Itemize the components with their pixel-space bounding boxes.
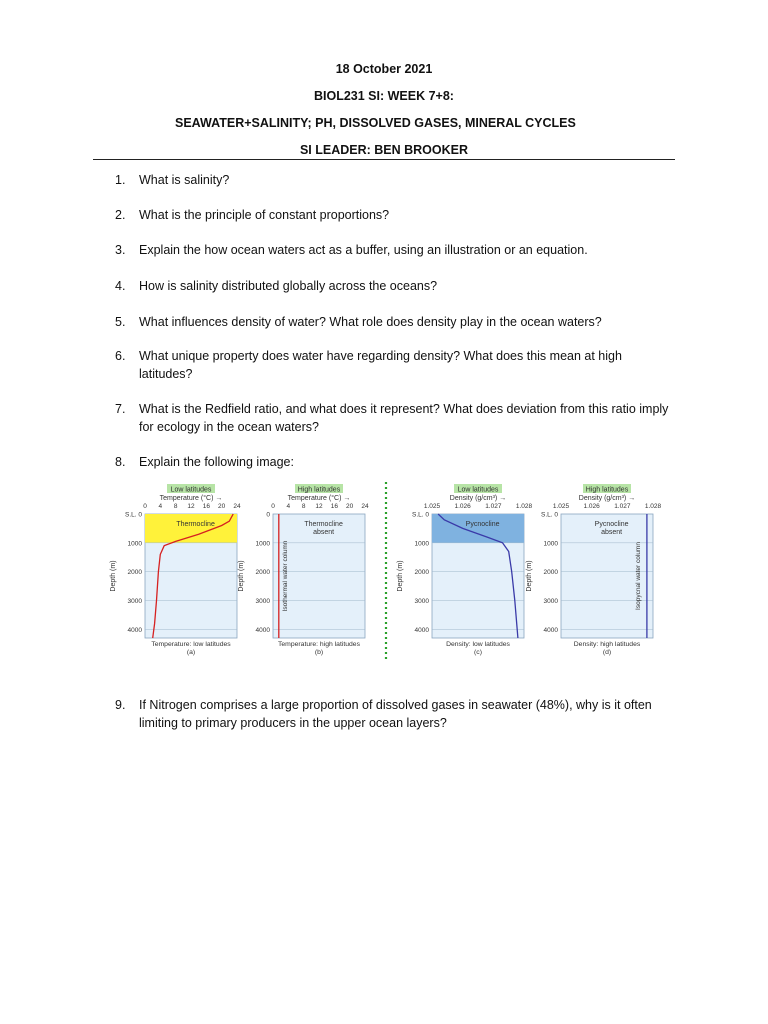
y-axis-label: Depth (m) xyxy=(526,560,533,592)
y-tick-label: 4000 xyxy=(255,626,270,634)
x-tick-label: 12 xyxy=(315,503,323,510)
y-tick-label: 4000 xyxy=(543,626,558,634)
course-title: BIOL231 SI: WEEK 7+8: xyxy=(314,89,454,103)
y-tick-label: 4000 xyxy=(414,626,429,634)
question-text: What influences density of water? What role does density play in the ocean waters? xyxy=(139,315,602,329)
y-tick-label: 2000 xyxy=(255,569,270,577)
question-4 xyxy=(115,277,675,295)
y-tick-label: 1000 xyxy=(255,540,270,548)
question-number: 4. xyxy=(115,279,126,293)
y-tick-label: 3000 xyxy=(255,598,270,606)
y-tick-label: 3000 xyxy=(414,598,429,606)
y-tick-label: 3000 xyxy=(543,598,558,606)
x-tick-label: 8 xyxy=(301,503,306,510)
panel-letter: (d) xyxy=(602,649,612,656)
layer-label: absent xyxy=(601,529,623,536)
document-date: 18 October 2021 xyxy=(335,62,433,76)
panel-caption: Density: high latitudes xyxy=(573,641,641,648)
y-tick-label: 1000 xyxy=(414,540,429,548)
question-text: If Nitrogen comprises a large proportion of dissolved gases in seawater (48%), why is it often limiting to primary producers in the upper ocean layers? xyxy=(139,698,652,730)
y-axis-label: Depth (m) xyxy=(110,560,117,592)
question-2 xyxy=(115,206,675,224)
x-tick-label: 1.028 xyxy=(515,503,533,510)
latitude-tag-label: High latitudes xyxy=(585,486,629,494)
x-tick-label: 1.026 xyxy=(583,503,600,510)
question-text: Explain the following image: xyxy=(139,455,294,469)
x-tick-label: 4 xyxy=(286,503,291,510)
header-divider xyxy=(93,159,675,160)
x-axis-label: Density (g/cm³) → xyxy=(578,495,636,502)
panel-caption: Temperature: high latitudes xyxy=(278,641,360,648)
layer-label: Thermocline xyxy=(304,521,343,528)
y-tick-label: 2000 xyxy=(543,569,558,577)
question-number: 3. xyxy=(115,243,126,257)
x-tick-label: 1.027 xyxy=(614,503,631,510)
x-tick-label: 1.025 xyxy=(423,503,441,510)
x-tick-label: 1.026 xyxy=(454,503,471,510)
question-text: What is the Redfield ratio, and what does it represent? What does deviation from this ratio imply for ecology in the ocean waters? xyxy=(139,402,669,434)
x-tick-label: 8 xyxy=(173,503,178,510)
y-axis-label: Depth (m) xyxy=(397,560,404,592)
y-axis-label: Depth (m) xyxy=(238,560,245,592)
panel-letter: (a) xyxy=(186,649,196,656)
x-tick-label: 12 xyxy=(187,503,195,510)
question-number: 7. xyxy=(115,402,126,416)
question-7 xyxy=(115,400,675,436)
question-text: How is salinity distributed globally across the oceans? xyxy=(139,279,438,293)
y-tick-label: 3000 xyxy=(127,598,142,606)
x-axis-label: Temperature (°C) → xyxy=(287,495,351,502)
latitude-tag-label: Low latitudes xyxy=(457,486,499,494)
x-tick-label: 0 xyxy=(271,503,275,510)
question-1 xyxy=(115,171,675,189)
y-tick-label: 2000 xyxy=(414,569,429,577)
x-tick-label: 0 xyxy=(143,503,147,510)
layer-band xyxy=(432,514,524,543)
x-tick-label: 24 xyxy=(361,503,369,510)
question-5 xyxy=(115,313,675,331)
x-tick-label: 1.025 xyxy=(552,503,570,510)
y-tick-label: 1000 xyxy=(543,540,558,548)
y-tick-label: 1000 xyxy=(127,540,142,548)
question-text: What is salinity? xyxy=(139,173,230,187)
x-tick-label: 1.028 xyxy=(644,503,662,510)
layer-band xyxy=(145,514,237,543)
question-number: 8. xyxy=(115,455,126,469)
x-tick-label: 16 xyxy=(202,503,210,510)
panel-caption: Density: low latitudes xyxy=(446,641,510,648)
panel-letter: (c) xyxy=(474,649,482,656)
question-number: 5. xyxy=(115,315,126,329)
x-axis-label: Temperature (°C) → xyxy=(159,495,223,502)
x-tick-label: 4 xyxy=(158,503,163,510)
y-tick-label: S.L. 0 xyxy=(412,511,429,519)
question-text: Explain the how ocean waters act as a buffer, using an illustration or an equation. xyxy=(139,243,588,257)
layer-label: Thermocline xyxy=(176,521,215,528)
panel-letter: (b) xyxy=(314,649,324,656)
question-text: What unique property does water have regarding density? What does this mean at high latitudes? xyxy=(139,349,622,381)
latitude-tag-label: Low latitudes xyxy=(170,486,212,494)
layer-label: Pycnocline xyxy=(594,521,629,528)
panel-caption: Temperature: low latitudes xyxy=(151,641,231,648)
question-number: 9. xyxy=(115,698,126,712)
x-tick-label: 20 xyxy=(346,503,354,510)
layer-label: absent xyxy=(313,529,335,536)
ocean-profiles-figure xyxy=(100,478,670,662)
question-8 xyxy=(115,453,675,471)
si-leader: SI LEADER: BEN BROOKER xyxy=(299,143,469,157)
y-tick-label: S.L. 0 xyxy=(125,511,142,519)
question-number: 6. xyxy=(115,349,126,363)
question-number: 1. xyxy=(115,173,126,187)
x-tick-label: 1.027 xyxy=(485,503,502,510)
question-9 xyxy=(115,696,680,732)
y-tick-label: 0 xyxy=(266,511,270,519)
question-number: 2. xyxy=(115,208,126,222)
layer-label: Pycnocline xyxy=(465,521,500,528)
x-tick-label: 24 xyxy=(233,503,241,510)
x-tick-label: 16 xyxy=(330,503,338,510)
question-text: What is the principle of constant proportions? xyxy=(139,208,390,222)
water-column-label: Isopycnal water column xyxy=(634,542,642,610)
topics-title: SEAWATER+SALINITY; PH, DISSOLVED GASES, MINERAL CYCLES xyxy=(175,116,576,130)
y-tick-label: 2000 xyxy=(127,569,142,577)
x-tick-label: 20 xyxy=(218,503,226,510)
y-tick-label: 4000 xyxy=(127,626,142,634)
question-3 xyxy=(115,241,675,259)
y-tick-label: S.L. 0 xyxy=(541,511,558,519)
water-column-label: Isothermal water column xyxy=(281,540,289,612)
x-axis-label: Density (g/cm³) → xyxy=(449,495,507,502)
question-6 xyxy=(115,347,655,383)
latitude-tag-label: High latitudes xyxy=(297,486,341,494)
